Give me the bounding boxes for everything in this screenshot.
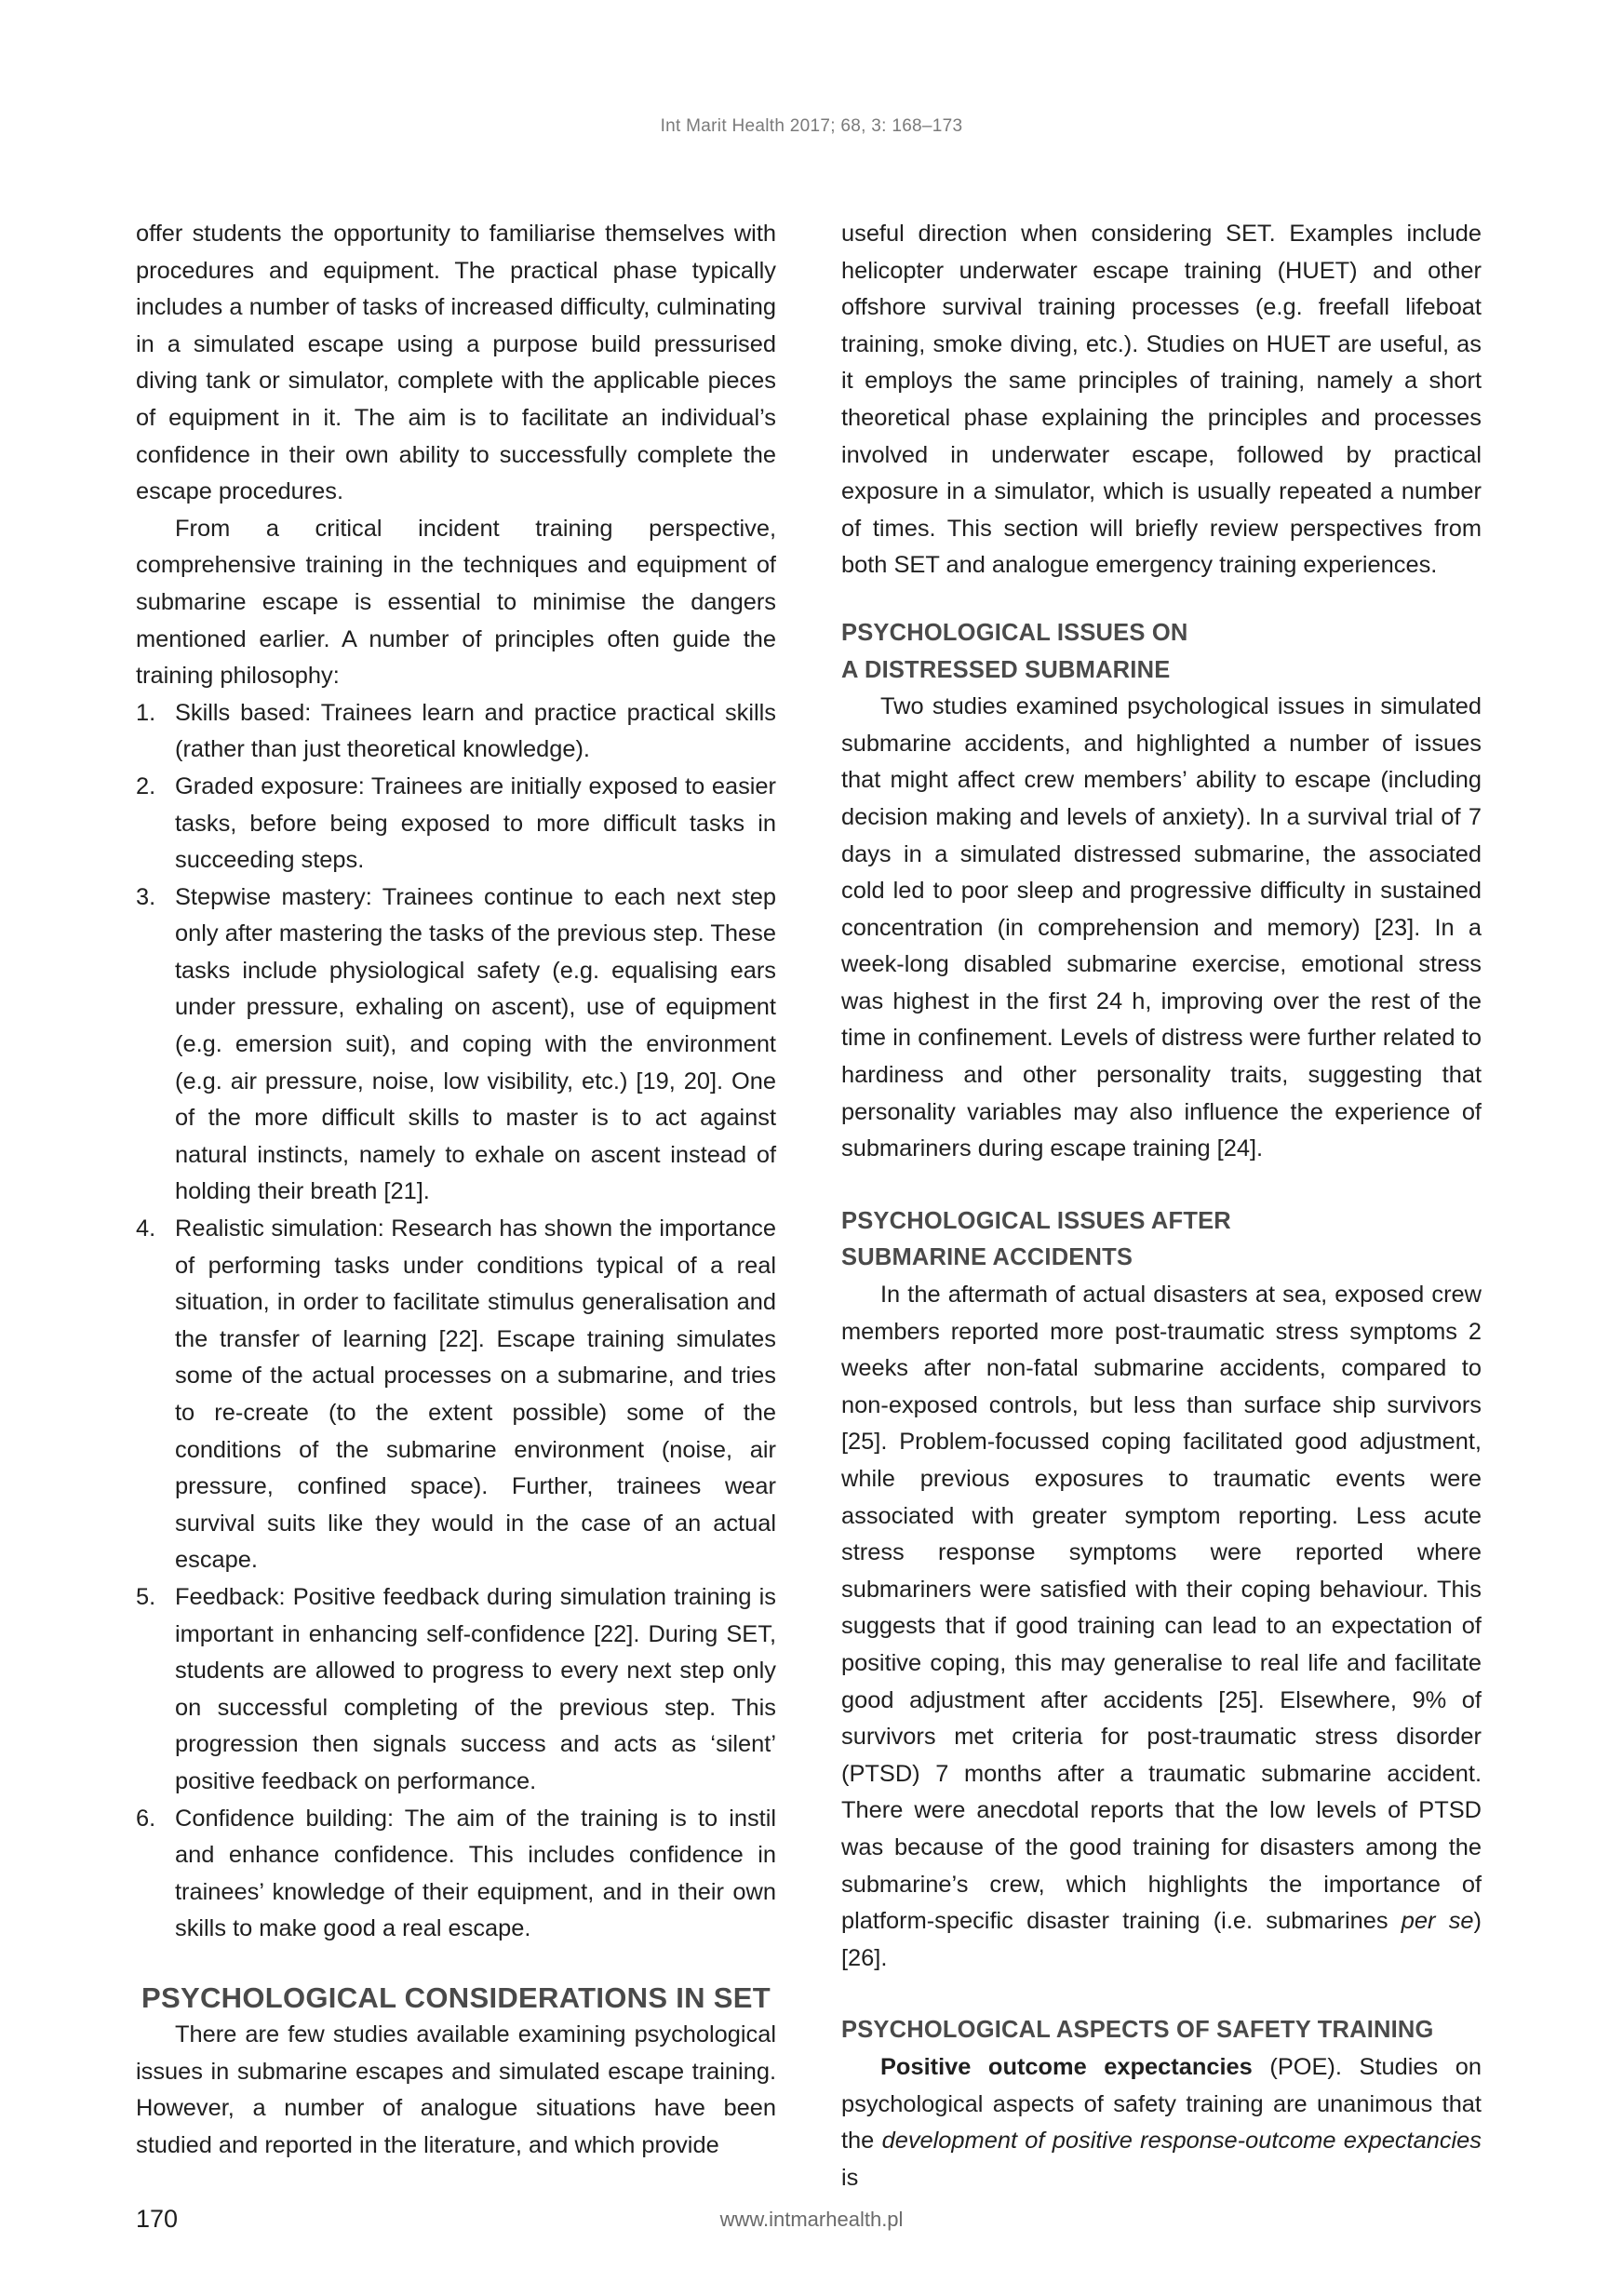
heading-line: PSYCHOLOGICAL ISSUES ON	[841, 619, 1188, 646]
list-item	[136, 879, 776, 1211]
heading-line: PSYCHOLOGICAL ISSUES AFTER	[841, 1207, 1231, 1234]
section-heading-safety-training: PSYCHOLOGICAL ASPECTS OF SAFETY TRAINING	[841, 2017, 1434, 2044]
text-run: is	[841, 2164, 859, 2191]
run-in-heading: Positive outcome expectancies	[880, 2053, 1253, 2080]
list-number: 1.	[136, 699, 156, 726]
paragraph-positive-outcome	[841, 2049, 1482, 2196]
section-heading-after-accidents	[841, 1203, 1482, 1277]
italic-text: per se	[1401, 1908, 1474, 1935]
list-number: 4.	[136, 1215, 156, 1242]
list-number: 2.	[136, 772, 156, 799]
list-item	[136, 1801, 776, 1948]
text-run: ) [26].	[841, 1908, 1482, 1971]
paragraph-training-intro: offer students the opportunity to familiarise themselves with procedures and equipment. The practical phase typically includes a number of tasks of increased difficulty, culminating in a simulated escape using a purpose build pressurised diving tank or simulator, complete with the applicable pieces of equipment in it. The aim is to facilitate an individual’s confidence in their own ability to successfully complete the escape procedures.	[136, 221, 776, 505]
page-number: 170	[136, 2205, 179, 2233]
list-item-text: Stepwise mastery: Trainees continue to each next step only after mastering the tasks of the previous step. These tasks include physiological safety (e.g. equalising ears under pressure, exhaling on ascent), use of equipment (e.g. emersion suit), and coping with the environment (e.g. air pressure, noise, low visibility, etc.) [19, 20]. One of the more difficult skills to master is to act against natural instincts, namely to exhale on ascent instead of holding their breath [21].	[175, 883, 776, 1205]
list-item	[136, 695, 776, 769]
text-run: Studies on psychological aspects of safety training are unanimous that the	[841, 2053, 1482, 2155]
left-column	[136, 216, 776, 2164]
section-heading-distressed-submarine	[841, 615, 1482, 689]
training-principles-list	[136, 695, 776, 1948]
list-item	[136, 769, 776, 879]
paragraph-few-studies: There are few studies available examining psychological issues in submarine escapes and simulated escape training. However, a number of analogue situations have been studied and reported in the literature, and which provide	[136, 2021, 776, 2158]
list-item	[136, 1579, 776, 1801]
list-item-text: Graded exposure: Trainees are initially exposed to easier tasks, before being exposed to more difficult tasks in succeeding steps.	[175, 772, 776, 874]
paragraph-aftermath	[841, 1277, 1482, 1977]
italic-text: development of positive response-outcome expectancies	[881, 2128, 1482, 2155]
list-number: 3.	[136, 883, 156, 910]
abbreviation: (POE).	[1252, 2053, 1342, 2080]
list-item-text: Skills based: Trainees learn and practice practical skills (rather than just theoretical knowledge).	[175, 699, 776, 763]
right-column	[841, 216, 1482, 2196]
list-item-text: Realistic simulation: Research has shown the importance of performing tasks under conditions typical of a real situation, in order to facilitate stimulus generalisation and the transfer of learning [22]. Escape training simulates some of the actual processes on a submarine, and tries to re-create (to the extent possible) some of the conditions of the submarine environment (noise, air pressure, confined space). Further, trainees wear survival suits like they would in the case of an actual escape.	[175, 1215, 776, 1574]
list-number: 5.	[136, 1583, 156, 1610]
section-heading-psychological-considerations: PSYCHOLOGICAL CONSIDERATIONS IN SET	[141, 1980, 771, 2014]
paragraph-critical-incident: From a critical incident training perspective, comprehensive training in the techniques and equipment of submarine escape is essential to minimise the dangers mentioned earlier. A number of principles often guide the training philosophy:	[136, 515, 776, 690]
list-item	[136, 1211, 776, 1579]
text-run: In the aftermath of actual disasters at sea, exposed crew members reported more post-traumatic stress symptoms 2 weeks after non-fatal submarine accidents, compared to non-exposed controls, but less than surface ship survivors [25]. Problem-focussed coping facilitated good adjustment, while previous exposures to traumatic events were associated with greater symptom reporting. Less acute stress response symptoms were reported where submariners were satisfied with their coping behaviour. This suggests that if good training can lead to an expectation of positive coping, this may generalise to real life and facilitate good adjustment after accidents [25]. Elsewhere, 9% of survivors met criteria for post-traumatic stress disorder (PTSD) 7 months after a traumatic submarine accident. There were anecdotal reports that the low levels of PTSD was because of the good training for disasters among the submarine’s crew, which highlights the importance of platform-specific disaster training (i.e. submarines	[841, 1282, 1482, 1935]
list-number: 6.	[136, 1805, 156, 1832]
list-item-text: Confidence building: The aim of the training is to instil and enhance confidence. This includes confidence in trainees’ knowledge of their equipment, and in their own skills to make good a real escape.	[175, 1805, 776, 1942]
footer-url: www.intmarhealth.pl	[719, 2208, 904, 2231]
paragraph-useful-direction: useful direction when considering SET. Examples include helicopter underwater escape training (HUET) and other offshore survival training processes (e.g. freefall lifeboat training, smoke diving, etc.). Studies on HUET are useful, as it employs the same principles of training, namely a short theoretical phase explaining the principles and processes involved in underwater escape, followed by practical exposure in a simulator, which is usually repeated a number of times. This section will briefly review perspectives from both SET and analogue emergency training experiences.	[841, 221, 1482, 579]
paragraph-two-studies: Two studies examined psychological issues in simulated submarine accidents, and highlighted a number of issues that might affect crew members’ ability to escape (including decision making and levels of anxiety). In a survival trial of 7 days in a simulated distressed submarine, the associated cold led to poor sleep and progressive difficulty in sustained concentration (in comprehension and memory) [23]. In a week-long disabled submarine exercise, emotional stress was highest in the first 24 h, improving over the rest of the time in confinement. Levels of distress were further related to hardiness and other personality traits, suggesting that personality variables may also influence the experience of submariners during escape training [24].	[841, 693, 1482, 1162]
list-item-text: Feedback: Positive feedback during simulation training is important in enhancing self-confidence [22]. During SET, students are allowed to progress to every next step only on successful completing of the previous step. This progression then signals success and acts as ‘silent’ positive feedback on performance.	[175, 1583, 776, 1794]
heading-line: SUBMARINE ACCIDENTS	[841, 1244, 1133, 1271]
heading-line: A DISTRESSED SUBMARINE	[841, 656, 1171, 683]
running-header-citation: Int Marit Health 2017; 68, 3: 168–173	[660, 116, 963, 136]
